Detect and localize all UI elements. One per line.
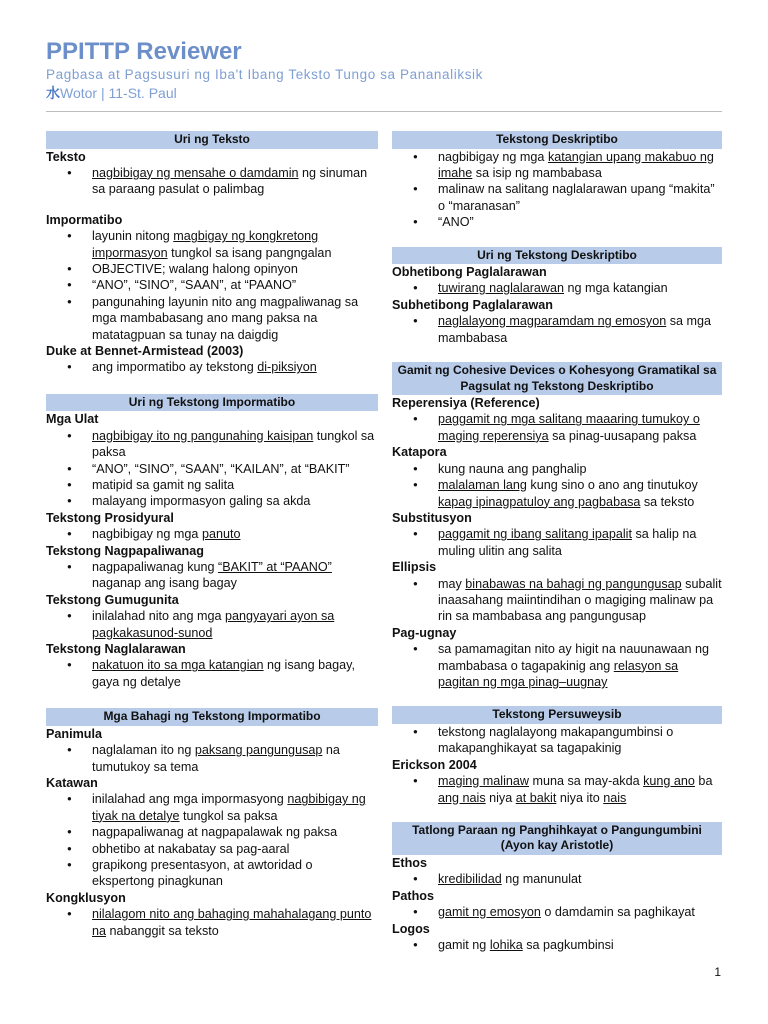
bullet-list — [392, 411, 722, 444]
term-ethos: Ethos — [392, 855, 427, 870]
header-divider — [46, 111, 722, 112]
list-item: ● paggamit ng mga salitang maaaring tumukoy o maging reperensiya sa pinag-uusapang paksa — [392, 411, 722, 444]
list-item: ● nagbibigay ng mensahe o damdamin ng sinuman sa paraang pasulat o palimbag — [46, 165, 378, 198]
list-item: ● pangunahing layunin nito ang magpaliwanag sa mga mambabasang ano mang paksa na matatagpuan sa tunay na daigdig — [46, 294, 378, 343]
term-obhetibong-paglalarawan: Obhetibong Paglalarawan — [392, 265, 547, 280]
list-item: ● nakatuon ito sa mga katangian ng isang bagay, gaya ng detalye — [46, 657, 378, 690]
page-number: 1 — [714, 965, 721, 979]
document-title: PPITTP Reviewer — [46, 38, 242, 65]
section-band-uri-ng-tekstong-deskriptibo: Uri ng Tekstong Deskriptibo — [392, 247, 722, 265]
bullet-list — [392, 576, 722, 625]
list-item: ● “ANO” — [392, 214, 722, 230]
bullet-list — [46, 906, 378, 939]
list-item: ● “ANO”, “SINO”, “SAAN”, at “PAANO” — [46, 277, 378, 293]
list-item: ● naglalayong magparamdam ng emosyon sa mga mambabasa — [392, 313, 722, 346]
list-item: ● matipid sa gamit ng salita — [46, 477, 378, 493]
term-pag-ugnay: Pag-ugnay — [392, 625, 457, 640]
bullet-list — [392, 526, 722, 559]
spacer — [46, 198, 378, 212]
list-item: ● kredibilidad ng manunulat — [392, 871, 722, 887]
list-item: ● ang impormatibo ay tekstong di-piksiyon — [46, 359, 378, 375]
term-kongklusyon: Kongklusyon — [46, 890, 126, 905]
list-item: ● tuwirang naglalarawan ng mga katangian — [392, 280, 722, 296]
list-item: ● nagpapaliwanag kung “BAKIT” at “PAANO” naganap ang isang bagay — [46, 559, 378, 592]
bullet-list — [46, 657, 378, 690]
bullet-list — [392, 149, 722, 231]
bullet-list — [46, 608, 378, 641]
term-prosidyural: Tekstong Prosidyural — [46, 510, 174, 525]
author-name: Wotor | 11-St. Paul — [60, 85, 177, 101]
document-subtitle: Pagbasa at Pagsusuri ng Iba't Ibang Teksto Tungo sa Pananaliksik — [46, 67, 483, 82]
bullet-list — [46, 165, 378, 198]
term-katapora: Katapora — [392, 445, 447, 460]
list-item: ● gamit ng emosyon o damdamin sa paghikayat — [392, 904, 722, 920]
list-item: ● naglalaman ito ng paksang pangungusap na tumutukoy sa tema — [46, 742, 378, 775]
list-item: ● inilalahad ang mga impormasyong nagbibigay ng tiyak na detalye tungkol sa paksa — [46, 791, 378, 824]
bullet-list — [392, 871, 722, 887]
list-item: ● obhetibo at nakabatay sa pag-aaral — [46, 841, 378, 857]
bullet-list — [392, 461, 722, 510]
term-mga-ulat: Mga Ulat — [46, 412, 99, 427]
section-band-mga-bahagi: Mga Bahagi ng Tekstong Impormatibo — [46, 708, 378, 726]
bullet-list — [392, 904, 722, 920]
bullet-list — [46, 428, 378, 510]
list-item: ● gamit ng lohika sa pagkumbinsi — [392, 937, 722, 953]
term-subhetibong-paglalarawan: Subhetibong Paglalarawan — [392, 297, 553, 312]
bullet-list — [392, 724, 722, 757]
bullet-list — [46, 742, 378, 775]
bullet-list — [46, 791, 378, 889]
bullet-list — [392, 937, 722, 953]
section-band-tekstong-persuweysib: Tekstong Persuweysib — [392, 706, 722, 724]
bullet-list — [392, 280, 722, 296]
list-item: ● malinaw na salitang naglalarawan upang “makita” o “maranasan” — [392, 181, 722, 214]
section-band-tekstong-deskriptibo: Tekstong Deskriptibo — [392, 131, 722, 149]
term-nagpapaliwanag: Tekstong Nagpapaliwanag — [46, 543, 204, 558]
bullet-list — [392, 641, 722, 690]
bullet-list — [46, 559, 378, 592]
term-pathos: Pathos — [392, 888, 434, 903]
term-substitusyon: Substitusyon — [392, 510, 472, 525]
term-impormatibo: Impormatibo — [46, 212, 123, 227]
list-item: ● may binabawas na bahagi ng pangungusap subalit inaasahang maiintindihan o magiging malinaw pa rin sa mambabasa ang pangungusap — [392, 576, 722, 625]
section-band-tatlong-paraan: Tatlong Paraan ng Panghihkayat o Pangungumbini (Ayon kay Aristotle) — [392, 822, 722, 855]
term-reperensiya: Reperensiya (Reference) — [392, 396, 540, 411]
list-item: ● malayang impormasyon galing sa akda — [46, 493, 378, 509]
list-item: ● layunin nitong magbigay ng kongkretong impormasyon tungkol sa isang pangngalan — [46, 228, 378, 261]
bullet-list — [46, 359, 378, 375]
list-item: ● paggamit ng ibang salitang ipapalit sa halip na muling ulitin ang salita — [392, 526, 722, 559]
spacer — [46, 376, 378, 390]
left-column — [46, 131, 378, 939]
author-line — [46, 84, 722, 102]
list-item: ● nilalagom nito ang bahaging mahahalagang punto na nabanggit sa teksto — [46, 906, 378, 939]
list-item: ● malalaman lang kung sino o ano ang tinutukoy kapag ipinagpatuloy ang pagbabasa sa teksto — [392, 477, 722, 510]
term-gumugunita: Tekstong Gumugunita — [46, 592, 179, 607]
term-panimula: Panimula — [46, 726, 102, 741]
term-duke: Duke at Bennet-Armistead (2003) — [46, 343, 244, 358]
list-item: ● sa pamamagitan nito ay higit na nauunawaan ng mambabasa o tagapakinig ang relasyon sa pagitan ng mga pinag–uugnay — [392, 641, 722, 690]
term-erickson: Erickson 2004 — [392, 757, 477, 772]
list-item: ● nagbibigay ito ng pangunahing kaisipan tungkol sa paksa — [46, 428, 378, 461]
spacer — [392, 690, 722, 702]
bullet-list — [392, 773, 722, 806]
spacer — [392, 346, 722, 358]
term-ellipsis: Ellipsis — [392, 560, 437, 575]
list-item: ● “ANO”, “SINO”, “SAAN”, “KAILAN”, at “BAKIT” — [46, 461, 378, 477]
author-mark: 水 — [46, 85, 60, 101]
bullet-list — [46, 526, 378, 542]
spacer — [392, 806, 722, 818]
term-naglalarawan: Tekstong Naglalarawan — [46, 641, 186, 656]
list-item: ● nagpapaliwanag at nagpapalawak ng paksa — [46, 824, 378, 840]
list-item: ● grapikong presentasyon, at awtoridad o ekspertong pinagkunan — [46, 857, 378, 890]
section-band-uri-ng-teksto: Uri ng Teksto — [46, 131, 378, 149]
list-item: ● tekstong naglalayong makapangumbinsi o makapanghikayat sa tagapakinig — [392, 724, 722, 757]
list-item: ● nagbibigay ng mga katangian upang makabuo ng imahe sa isip ng mambabasa — [392, 149, 722, 182]
section-band-uri-ng-tekstong-impormatibo: Uri ng Tekstong Impormatibo — [46, 394, 378, 412]
document-header — [46, 38, 722, 102]
term-teksto: Teksto — [46, 149, 86, 164]
list-item: ● maging malinaw muna sa may-akda kung ano ba ang nais niya at bakit niya ito nais — [392, 773, 722, 806]
list-item: ● inilalahad nito ang mga pangyayari ayon sa pagkakasunod-sunod — [46, 608, 378, 641]
bullet-list — [392, 313, 722, 346]
spacer — [392, 231, 722, 243]
right-column — [392, 131, 722, 953]
list-item: ● OBJECTIVE; walang halong opinyon — [46, 261, 378, 277]
term-logos: Logos — [392, 921, 430, 936]
term-katawan: Katawan — [46, 775, 98, 790]
list-item: ● kung nauna ang panghalip — [392, 461, 722, 477]
list-item: ● nagbibigay ng mga panuto — [46, 526, 378, 542]
bullet-list — [46, 228, 378, 343]
section-band-cohesive-devices: Gamit ng Cohesive Devices o Kohesyong Gramatikal sa Pagsulat ng Tekstong Deskriptibo — [392, 362, 722, 395]
spacer — [46, 690, 378, 704]
